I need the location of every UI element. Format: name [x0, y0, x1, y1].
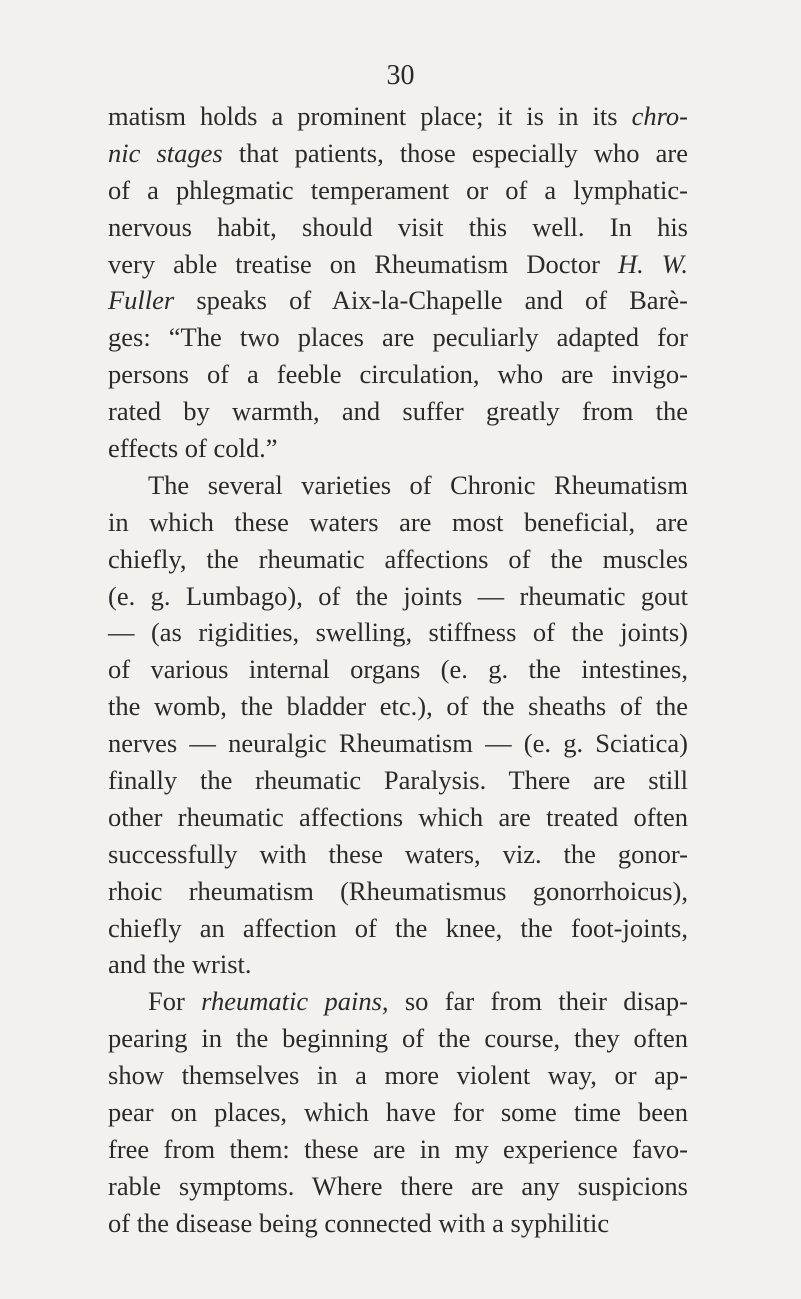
text-line [108, 282, 688, 319]
text-line [108, 651, 688, 688]
text-line [108, 467, 688, 504]
text-line [108, 504, 688, 541]
text-segment: effects of cold.” [108, 433, 278, 464]
text-segment: (e. g. Lumbago), of the joints — rheumatic gout [108, 580, 688, 611]
text-segment: very able treatise on Rheumatism Doctor [108, 248, 618, 279]
text-segment: chiefly an affection of the knee, the foot-joints, [108, 912, 688, 943]
text-line [108, 430, 688, 467]
text-segment: of a phlegmatic temperament or of a lymphatic- [108, 174, 688, 205]
page-number: 30 [386, 60, 415, 91]
text-segment: persons of a feeble circulation, who are invigo- [108, 359, 688, 390]
text-segment: pear on places, which have for some time been [108, 1097, 688, 1128]
italic-text: Fuller [108, 285, 175, 316]
text-line [108, 1057, 688, 1094]
text-line [108, 762, 688, 799]
text-line [108, 983, 688, 1020]
text-segment: rated by warmth, and suffer greatly from the [108, 396, 688, 427]
text-line [108, 688, 688, 725]
italic-text: nic stages [108, 137, 223, 168]
text-segment: the womb, the bladder etc.), of the sheaths of the [108, 691, 688, 722]
text-segment: other rheumatic affections which are treated often [108, 801, 688, 832]
text-segment: nervous habit, should visit this well. In his [108, 211, 688, 242]
text-segment: For [148, 986, 202, 1017]
text-segment: and the wrist. [108, 949, 252, 980]
text-line [108, 172, 688, 209]
text-segment: so far from their disap- [388, 986, 688, 1017]
text-segment: rable symptoms. Where there are any suspicions [108, 1170, 688, 1201]
italic-text: rheumatic pains, [201, 986, 389, 1017]
text-segment: nerves — neuralgic Rheumatism — (e. g. Sciatica) [108, 728, 688, 759]
text-line [108, 1131, 688, 1168]
text-block [108, 98, 688, 1242]
text-line [108, 1168, 688, 1205]
text-segment: successfully with these waters, viz. the gonor- [108, 838, 688, 869]
text-segment: in which these waters are most beneficial, are [108, 506, 688, 537]
text-line [108, 356, 688, 393]
text-segment: of the disease being connected with a syphilitic [108, 1207, 610, 1238]
text-line [108, 1094, 688, 1131]
text-segment: that patients, those especially who are [222, 137, 688, 168]
text-segment: chiefly, the rheumatic affections of the muscles [108, 543, 688, 574]
text-line [108, 873, 688, 910]
text-segment: ges: “The two places are peculiarly adapted for [108, 322, 688, 353]
text-line [108, 836, 688, 873]
text-segment: speaks of Aix-la-Chapelle and of Barè- [174, 285, 688, 316]
text-segment: of various internal organs (e. g. the intestines, [108, 654, 688, 685]
text-line [108, 246, 688, 283]
text-line [108, 614, 688, 651]
text-line [108, 1020, 688, 1057]
italic-text: H. W. [617, 248, 688, 279]
text-segment: rhoic rheumatism (Rheumatismus gonorrhoicus), [108, 875, 688, 906]
text-line [108, 209, 688, 246]
text-segment: matism holds a prominent place; it is in its [108, 101, 632, 131]
text-segment: pearing in the beginning of the course, they often [108, 1023, 688, 1054]
text-line [108, 541, 688, 578]
text-segment: — (as rigidities, swelling, stiffness of the joints) [108, 617, 688, 648]
text-segment: show themselves in a more violent way, or ap- [108, 1060, 688, 1091]
text-line [108, 910, 688, 947]
text-line [108, 578, 688, 615]
text-line [108, 799, 688, 836]
text-line [108, 1205, 688, 1242]
text-line [108, 319, 688, 356]
text-line [108, 393, 688, 430]
text-line [108, 946, 688, 983]
text-segment: free from them: these are in my experience favo- [108, 1133, 688, 1164]
text-line [108, 98, 688, 135]
text-segment: finally the rheumatic Paralysis. There are still [108, 765, 688, 796]
text-segment: The several varieties of Chronic Rheumatism [148, 469, 688, 500]
text-line [108, 135, 688, 172]
italic-text: chro- [631, 101, 688, 131]
text-line [108, 725, 688, 762]
